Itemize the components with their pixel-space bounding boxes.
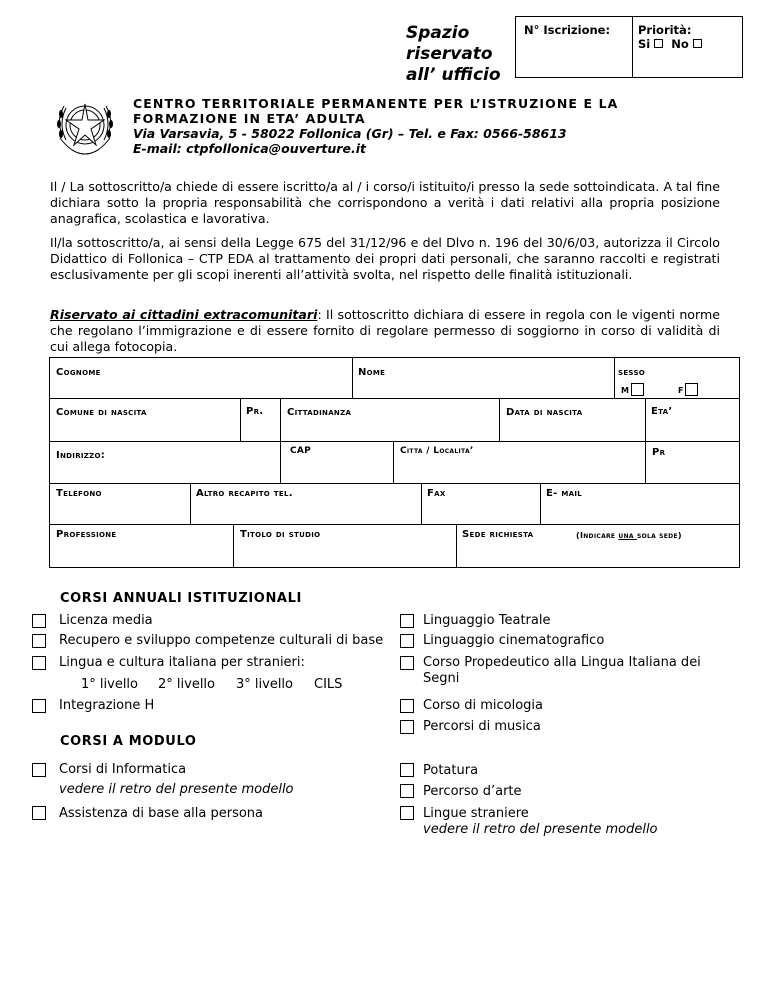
header-email: E-mail: ctpfollonica@ouverture.it: [133, 141, 366, 156]
priorita-no-label: No: [671, 37, 689, 51]
priorita-label: Priorità:: [638, 23, 692, 37]
professione-label: Professione: [56, 529, 117, 540]
sesso-f-label: F: [678, 386, 684, 395]
sesso-f-checkbox[interactable]: [685, 383, 698, 396]
livello-1-label: 1° livello: [81, 677, 138, 692]
informatica-note: vedere il retro del presente modello: [59, 782, 294, 797]
email-label: E- mail: [546, 488, 583, 499]
arte-checkbox[interactable]: [400, 784, 414, 798]
cinematografico-checkbox[interactable]: [400, 634, 414, 648]
school-header: [133, 96, 618, 156]
recupero-checkbox[interactable]: [32, 634, 46, 648]
micologia-label: Corso di micologia: [423, 698, 544, 713]
musica-label: Percorsi di musica: [423, 719, 541, 734]
annual-courses-title: CORSI ANNUALI ISTITUZIONALI: [60, 591, 302, 606]
telefono-label: Telefono: [56, 488, 102, 499]
sesso-m-label: M: [621, 386, 630, 395]
header-line-1: CENTRO TERRITORIALE PERMANENTE PER L’ISTRUZIONE E LA: [133, 96, 619, 111]
indirizzo-label: Indirizzo:: [56, 450, 106, 461]
lingua-italiana-checkbox[interactable]: [32, 656, 46, 670]
sesso-m-checkbox[interactable]: [631, 383, 644, 396]
lingua-italiana-label: Lingua e cultura italiana per stranieri:: [59, 655, 305, 670]
altro-recapito-label: Altro recapito tel.: [196, 488, 293, 499]
nome-label: Nome: [358, 367, 386, 378]
eta-label: Eta’: [651, 406, 673, 417]
potatura-label: Potatura: [423, 763, 479, 778]
arte-label: Percorso d’arte: [423, 784, 522, 799]
sede-note: (Indicare una sola sede): [576, 531, 682, 540]
sede-richiesta-label: Sede richiesta: [462, 529, 534, 540]
cinematografico-label: Linguaggio cinematografico: [423, 633, 605, 648]
italian-republic-emblem-icon: [52, 94, 118, 160]
priorita-no-checkbox[interactable]: [693, 39, 702, 48]
propedeutico-label: Corso Propedeutico alla Lingua Italiana dei Segni: [423, 655, 701, 686]
immigration-paragraph: [50, 307, 720, 355]
module-courses-title: CORSI A MODULO: [60, 734, 197, 749]
musica-checkbox[interactable]: [400, 720, 414, 734]
assistenza-label: Assistenza di base alla persona: [59, 806, 264, 821]
propedeutico-checkbox[interactable]: [400, 656, 414, 670]
lingue-straniere-note: vedere il retro del presente modello: [423, 822, 658, 837]
fax-label: Fax: [427, 488, 446, 499]
citta-localita-label: Citta / Localita’: [400, 446, 474, 456]
lingue-straniere-label: Lingue straniere: [423, 806, 529, 821]
teatrale-label: Linguaggio Teatrale: [423, 613, 551, 628]
informatica-checkbox[interactable]: [32, 763, 46, 777]
recupero-label: Recupero e sviluppo competenze culturali di base: [59, 633, 384, 648]
licenza-media-checkbox[interactable]: [32, 614, 46, 628]
potatura-checkbox[interactable]: [400, 763, 414, 777]
priorita-si-label: Si: [638, 37, 651, 51]
immigration-text: : Il sottoscritto dichiara di essere in regola con le vigenti norme che regolano l’immigrazione e di essere fornito di regolare permesso di soggiorno in corso di validità di cui allega fotocopia.: [50, 307, 720, 354]
comune-nascita-label: Comune di nascita: [56, 407, 147, 418]
personal-data-table: [49, 357, 740, 568]
iscrizione-label: N° Iscrizione:: [524, 23, 611, 37]
office-reserved-box: [515, 16, 743, 78]
priorita-field: [638, 23, 706, 51]
cittadinanza-label: Cittadinanza: [287, 407, 352, 418]
priorita-si-checkbox[interactable]: [654, 39, 663, 48]
teatrale-checkbox[interactable]: [400, 614, 414, 628]
integrazione-h-label: Integrazione H: [59, 698, 155, 713]
privacy-paragraph: Il/la sottoscritto/a, ai sensi della Legge 675 del 31/12/96 e del Dlvo n. 196 del 30/6/03, autorizza il Circolo Didattico di Follonica – CTP EDA al trattamento dei propri dati personali, che saranno raccolti e registrati esclusivamente per gli scopi inerenti all’attività svolta, nel rispetto delle finalità istituzionali.: [50, 235, 720, 282]
provincia-label: Pr: [652, 447, 666, 458]
office-reserved-title: Spazio riservato all’ ufficio: [406, 23, 501, 85]
sesso-label: sesso: [618, 367, 646, 378]
informatica-label: Corsi di Informatica: [59, 762, 187, 777]
data-nascita-label: Data di nascita: [506, 407, 583, 418]
integrazione-h-checkbox[interactable]: [32, 699, 46, 713]
titolo-studio-label: Titolo di studio: [240, 529, 321, 540]
livello-3-label: 3° livello: [236, 677, 293, 692]
licenza-media-label: Licenza media: [59, 613, 153, 628]
livello-2-label: 2° livello: [158, 677, 215, 692]
assistenza-checkbox[interactable]: [32, 806, 46, 820]
header-address: Via Varsavia, 5 - 58022 Follonica (Gr) – Tel. e Fax: 0566-58613: [133, 126, 567, 141]
cils-label: CILS: [314, 677, 343, 692]
immigration-lead: Riservato ai cittadini extracomunitari: [50, 307, 318, 322]
header-line-2: FORMAZIONE IN ETA’ ADULTA: [133, 111, 366, 126]
cap-label: CAP: [290, 446, 312, 456]
lingue-straniere-checkbox[interactable]: [400, 806, 414, 820]
cognome-label: Cognome: [56, 367, 101, 378]
declaration-paragraph: Il / La sottoscritto/a chiede di essere iscritto/a al / i corso/i istituito/i presso la sede sottoindicata. A tal fine dichiara sotto la propria responsabilità che corrispondono a verità i dati relativi alla propria posizione anagrafica, scolastica e lavorativa.: [50, 179, 720, 226]
micologia-checkbox[interactable]: [400, 699, 414, 713]
provincia-nascita-label: Pr.: [246, 406, 264, 417]
